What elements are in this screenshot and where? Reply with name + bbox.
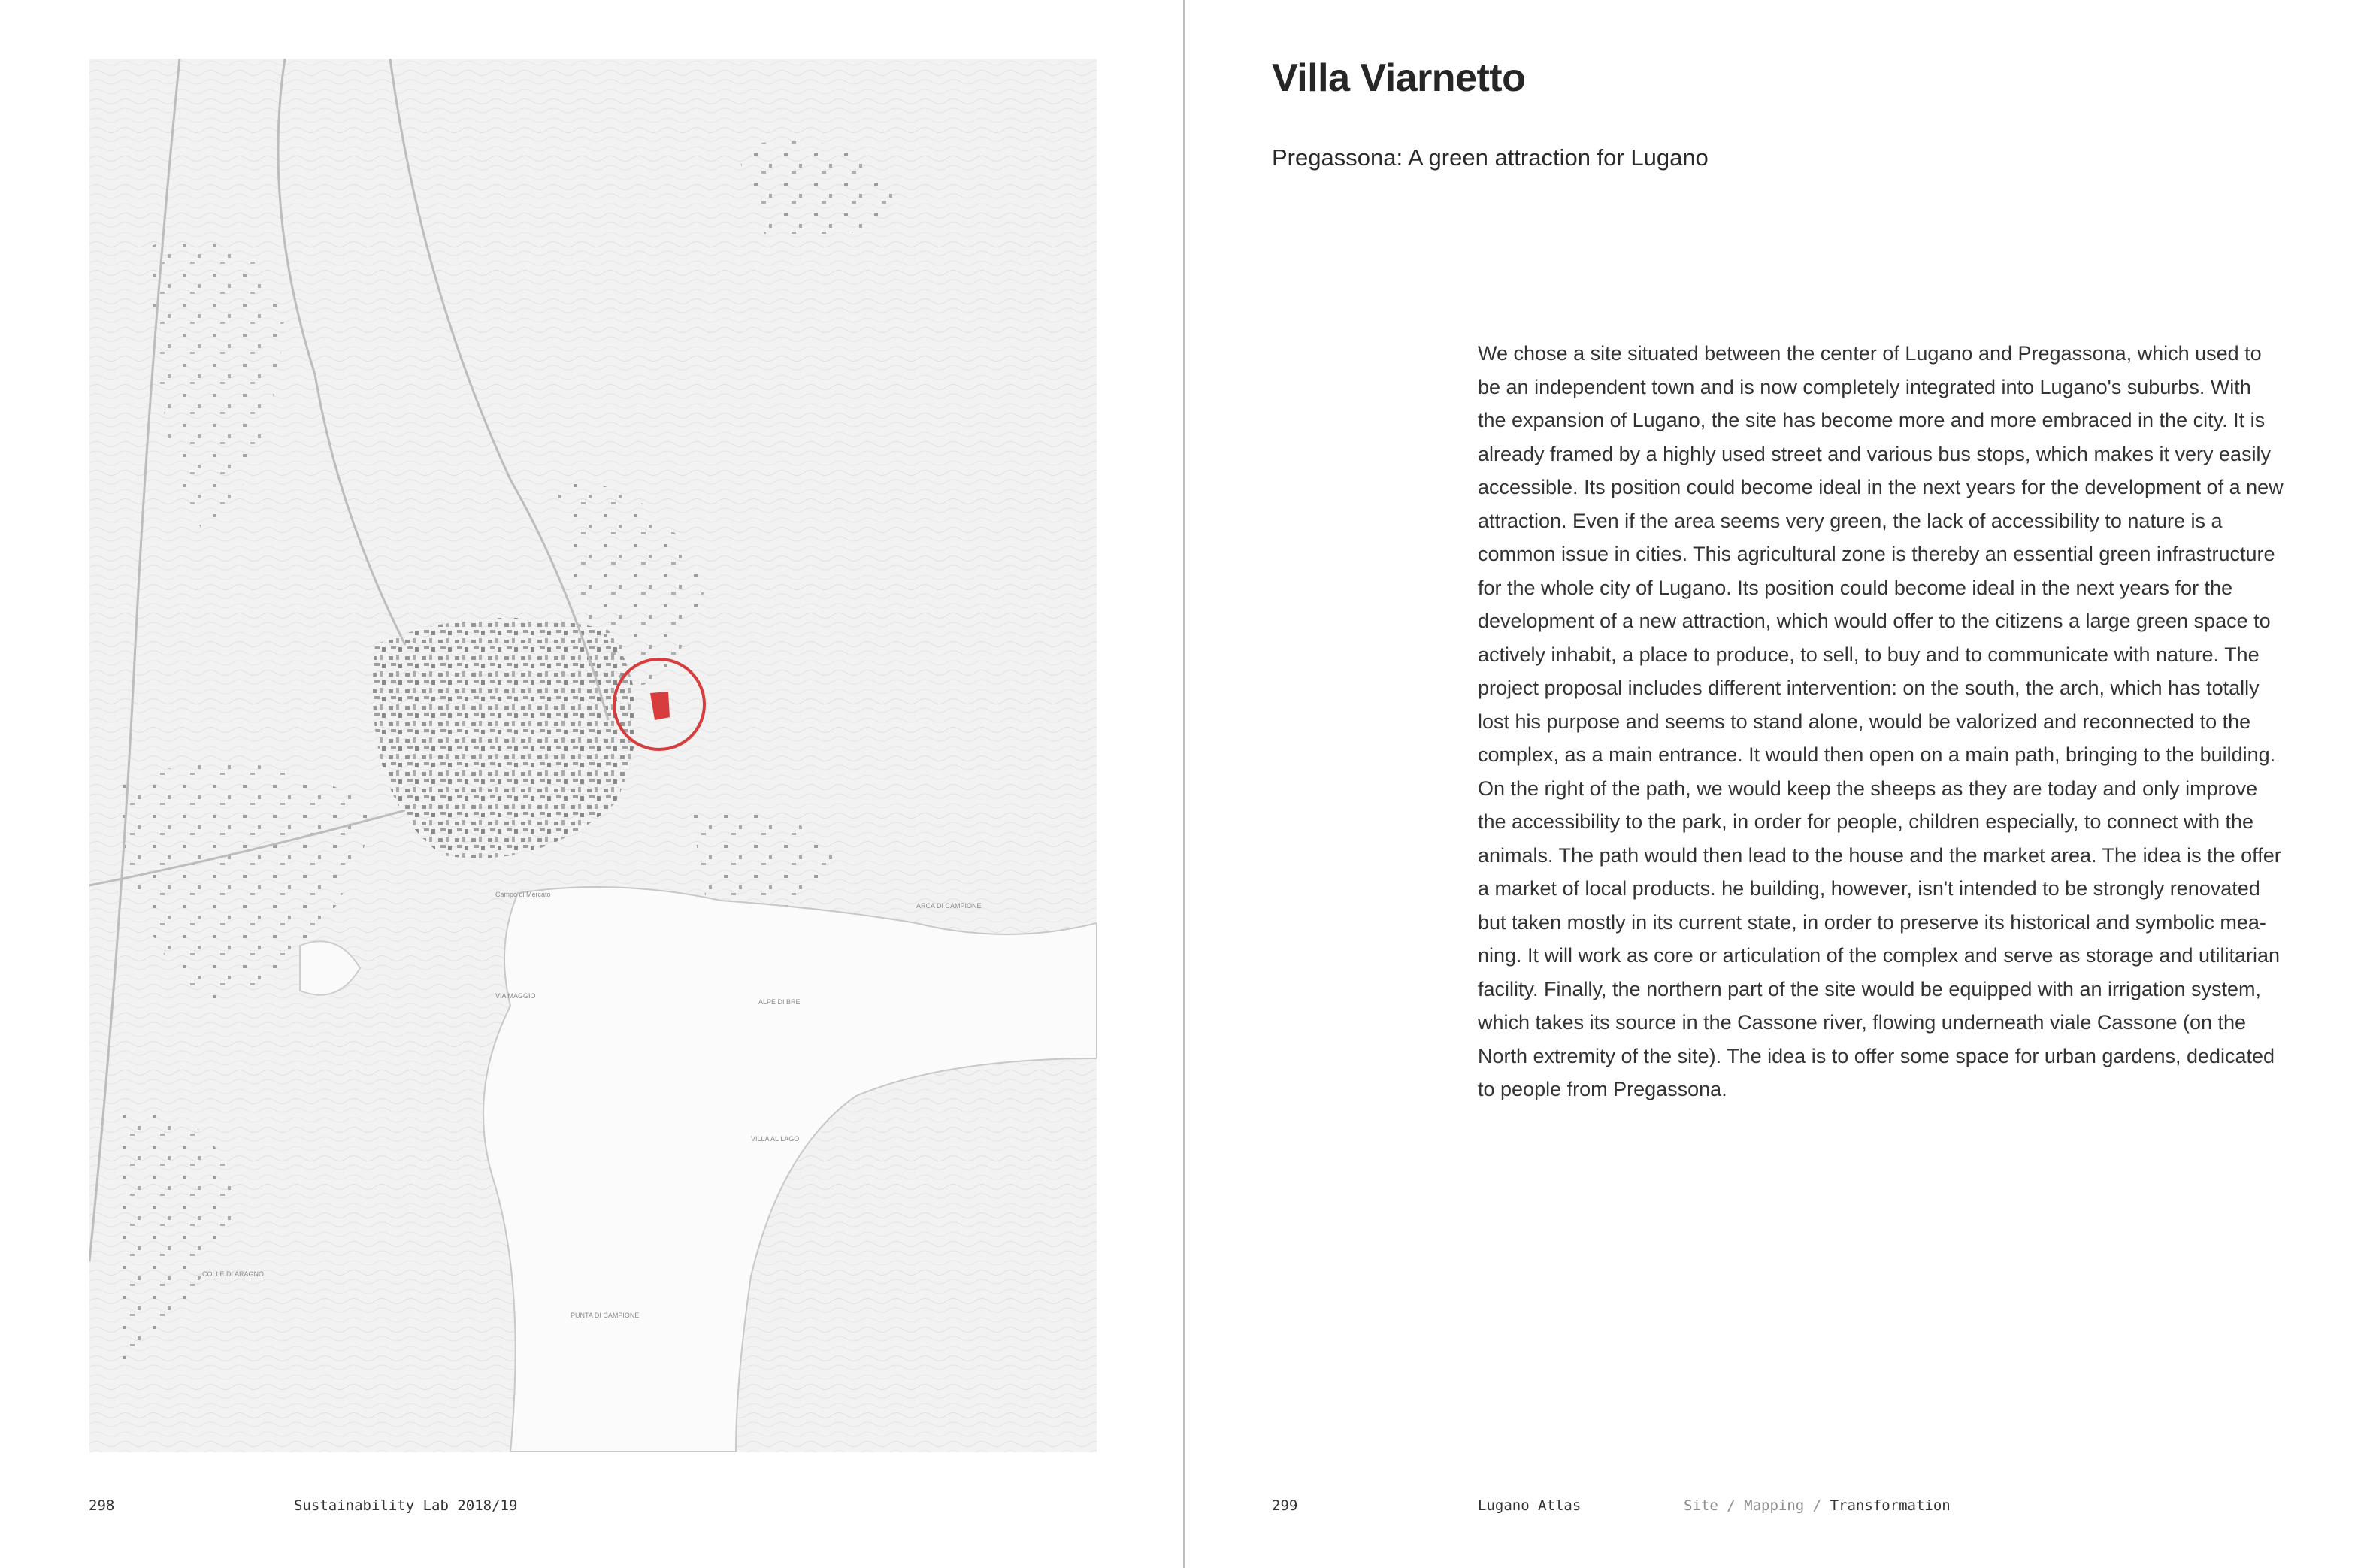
map-label: VILLA AL LAGO xyxy=(751,1135,800,1143)
map-label: COLLE DI ARAGNO xyxy=(202,1270,265,1278)
breadcrumb-separator: / xyxy=(1727,1497,1736,1514)
map-label: VIA MAGGIO xyxy=(495,992,536,1000)
left-page-number: 298 xyxy=(89,1497,115,1514)
breadcrumb-mapping: Mapping xyxy=(1744,1497,1805,1514)
right-page-number: 299 xyxy=(1272,1497,1298,1514)
page-gutter xyxy=(1183,0,1185,1568)
right-running-title: Lugano Atlas xyxy=(1478,1497,1582,1514)
map-label: ARCA DI CAMPIONE xyxy=(916,902,982,910)
page-title: Villa Viarnetto xyxy=(1272,56,1526,100)
breadcrumb-transformation: Transformation xyxy=(1830,1497,1951,1514)
left-running-title: Sustainability Lab 2018/19 xyxy=(294,1497,518,1514)
body-paragraph: We chose a site situated between the center of Lugano and Pregassona, which used to be an independent town and is now completely integrated into Lugano's suburbs. With the expansion of Lugano, the site has become more and more embraced in the city. It is already framed by a highly used street and various bus stops, which makes it very easily accessible. Its position could become ideal in the next years for the development of a new attraction. Even if the area seems very green, the lack of accessibility to nature is a common issue in cities. This agricultural zone is thereby an essential green infrastructure for the whole city of Lugano. Its position could become ideal in the next years for the development of a new attraction, which would offer to the citizens a large green space to actively inhabit, a place to produce, to sell, to buy and to communicate with nature. The project proposal includes different intervention: on the south, the arch, which has totally lost his purpose and seems to stand alone, would be valorized and reconnected to the complex, as a main entrance. It would then open on a main path, bringing to the building. On the right of the path, we would keep the sheeps as they are today and only improve the accessibility to the park, in order for people, children especially, to connect with the animals. The path would then lead to the house and the market area. The idea is the offer a market of local products. he building, however, isn't intended to be strongly renovated but taken mostly in its current state, in order to preserve its historical and symbolic mea-ning. It will work as core or articulation of the complex and serve as storage and utilitarian facility. Finally, the northern part of the site would be equipped with an irrigation system, which takes its source in the Cassone river, flowing underneath viale Cassone (on the North extremity of the site). The idea is to offer some space for urban gardens, dedicated to people from Pregassona. xyxy=(1478,342,2284,1100)
map-label: ALPE DI BRE xyxy=(758,998,801,1006)
page-subtitle: Pregassona: A green attraction for Lugano xyxy=(1272,144,1709,171)
map-label: PUNTA DI CAMPIONE xyxy=(571,1312,640,1319)
site-location-map xyxy=(89,59,1097,1452)
breadcrumb-site: Site xyxy=(1684,1497,1718,1514)
breadcrumb xyxy=(1684,1497,1951,1514)
breadcrumb-separator: / xyxy=(1812,1497,1822,1514)
map-label: Campo di Mercato xyxy=(495,891,551,898)
